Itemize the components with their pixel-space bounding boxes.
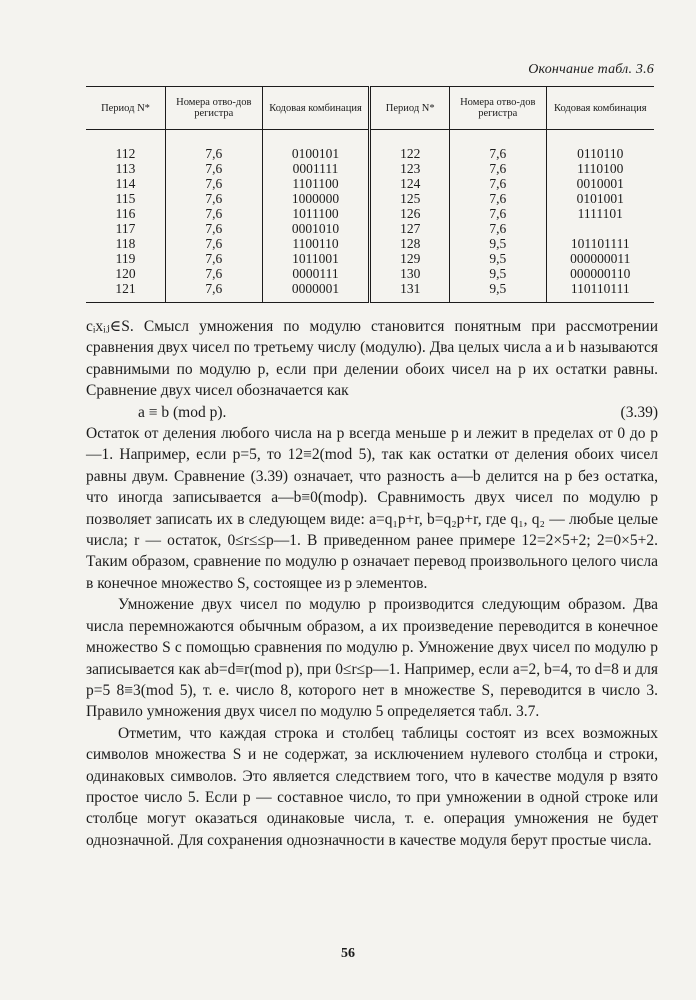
- table-cell: 7,6: [449, 221, 546, 236]
- table-cell: 0000001: [262, 281, 370, 303]
- equation-formula: a ≡ b (mod p).: [138, 403, 227, 421]
- table-caption: Окончание табл. 3.6: [528, 62, 654, 77]
- periods-table: [86, 86, 654, 303]
- table-cell: 7,6: [166, 176, 263, 191]
- table-cell: 1100110: [262, 236, 370, 251]
- table-cell: 000000011: [546, 251, 654, 266]
- table-cell: 125: [370, 191, 450, 206]
- table-cell: 120: [115, 266, 136, 281]
- table-cell: 115: [115, 191, 136, 206]
- header-period-2: Период N*: [370, 87, 450, 130]
- header-taps-1: Номера отво-дов регистра: [166, 87, 263, 130]
- table-cell: 7,6: [166, 161, 263, 176]
- page-number: 56: [341, 946, 355, 961]
- table-cell: 121: [86, 281, 166, 303]
- table-cell: 1111101: [546, 206, 654, 221]
- table-cell: 0001111: [262, 161, 370, 176]
- header-period-1: Период N*: [86, 87, 166, 130]
- table-cell: 128: [370, 236, 450, 251]
- table-row: [86, 221, 654, 236]
- table-cell: 7,6: [166, 236, 263, 251]
- table-row: [86, 176, 654, 191]
- table-cell: 7,6: [449, 161, 546, 176]
- table-cell: 0101001: [546, 191, 654, 206]
- table-cell: 101101111: [546, 236, 654, 251]
- body-text: [86, 316, 658, 851]
- table-cell: 7,6: [449, 176, 546, 191]
- header-code-1: Кодовая комбинация: [262, 87, 370, 130]
- table-cell: 113: [115, 161, 136, 176]
- table-cell: 7,6: [166, 251, 263, 266]
- table-header-row: [86, 87, 654, 130]
- table-cell: 7,6: [166, 281, 263, 303]
- table-cell: 118: [115, 236, 136, 251]
- table-row: [86, 236, 654, 251]
- table-cell: 9,5: [449, 236, 546, 251]
- table-cell: 0010001: [546, 176, 654, 191]
- table-cell: 7,6: [166, 221, 263, 236]
- table-row: [86, 281, 654, 303]
- paragraph-1: cᵢxᵢⱼ∈S. Смысл умножения по модулю становится понятным при рассмотрении сравнения двух чисел по третьему числу (модулю). Два целых числа a и b называются сравнимыми по модулю p, если при делении обоих чисел на p их остатки равны. Сравнение двух чисел обозначается как: [86, 318, 658, 400]
- table-cell: 127: [370, 221, 450, 236]
- table-row: [86, 146, 654, 161]
- table-row: [86, 266, 654, 281]
- table-cell: 1011100: [262, 206, 370, 221]
- table-cell: 110110111: [546, 281, 654, 303]
- table-cell: 1011001: [262, 251, 370, 266]
- table-cell: 1110100: [546, 161, 654, 176]
- equation-3-39: [86, 402, 658, 423]
- paragraph-2: Остаток от деления любого числа на p всегда меньше p и лежит в пределах от 0 до p—1. Например, если p=5, то 12≡2(mod 5), так как остатки от деления обоих чисел равны двум. Сравнение (3.39) означает, что разность a—b делится на p без остатка, что иногда записывается a—b≡0(modp). Сравнимость двух чисел по модулю p позволяет записать их в следующем виде: a=q₁p+r, b=q₂p+r, где q₁, q₂ — любые целые числа; r — остаток, 0≤r≤≤p—1. В приведенном ранее примере 12=2×5+2; 2=0×5+2. Таким образом, сравнение по модулю p означает перевод произвольного целого числа в конечное множество S, состоящее из p элементов.: [86, 425, 658, 592]
- table-cell: 112: [115, 146, 136, 161]
- table-cell: 7,6: [166, 266, 263, 281]
- table-cell: 000000110: [546, 266, 654, 281]
- equation-number: (3.39): [620, 403, 658, 421]
- table-cell: 116: [115, 206, 136, 221]
- table-cell: [546, 221, 654, 236]
- table-cell: 7,6: [449, 206, 546, 221]
- header-taps-2: Номера отво-дов регистра: [449, 87, 546, 130]
- table-cell: 7,6: [449, 191, 546, 206]
- table-cell: 7,6: [166, 191, 263, 206]
- table-cell: 0100101: [262, 146, 370, 161]
- table-cell: 114: [115, 176, 136, 191]
- table-cell: 0000111: [262, 266, 370, 281]
- table-cell: 7,6: [449, 146, 546, 161]
- paragraph-4: Отметим, что каждая строка и столбец таблицы состоят из всех возможных символов множества S и не содержат, за исключением нулевого столбца и строки, одинаковых символов. Это является следствием того, что в качестве модуля p взято простое число 5. Если p — составное число, то при умножении в одной строке или столбце могут оказаться одинаковые числа, т. е. операция умножения не будет однозначной. Для сохранения однозначности в качестве модуля берут простые числа.: [86, 724, 658, 849]
- table-cell: 130: [370, 266, 450, 281]
- table-cell: 7,6: [166, 206, 263, 221]
- table-row: [86, 191, 654, 206]
- table-cell: 119: [115, 251, 136, 266]
- table-cell: 9,5: [449, 266, 546, 281]
- table-row: [86, 161, 654, 176]
- table-row: [86, 251, 654, 266]
- table-cell: 124: [370, 176, 450, 191]
- table-cell: 131: [370, 281, 450, 303]
- table-cell: 117: [115, 221, 136, 236]
- table-cell: 129: [370, 251, 450, 266]
- table-cell: 122: [370, 146, 450, 161]
- table-cell: 0001010: [262, 221, 370, 236]
- table-cell: 126: [370, 206, 450, 221]
- table-cell: 9,5: [449, 251, 546, 266]
- paragraph-3: Умножение двух чисел по модулю p производится следующим образом. Два числа перемножаются обычным образом, а их произведение переводится в конечное множество S с помощью сравнения по модулю p. Умножение двух чисел по модулю p записывается как ab=d≡r(mod p), при 0≤r≤p—1. Например, если a=2, b=4, то d=8 и для p=5 8≡3(mod 5), т. е. число 8, которого нет в множестве S, переводится в число 3. Правило умножения двух чисел по модулю 5 определяется табл. 3.7.: [86, 596, 658, 721]
- table-cell: 1000000: [262, 191, 370, 206]
- table-row: [86, 206, 654, 221]
- table-cell: 0110110: [546, 146, 654, 161]
- table-cell: 123: [370, 161, 450, 176]
- table-cell: 1101100: [262, 176, 370, 191]
- table-cell: 9,5: [449, 281, 546, 303]
- header-code-2: Кодовая комбинация: [546, 87, 654, 130]
- table-cell: 7,6: [166, 146, 263, 161]
